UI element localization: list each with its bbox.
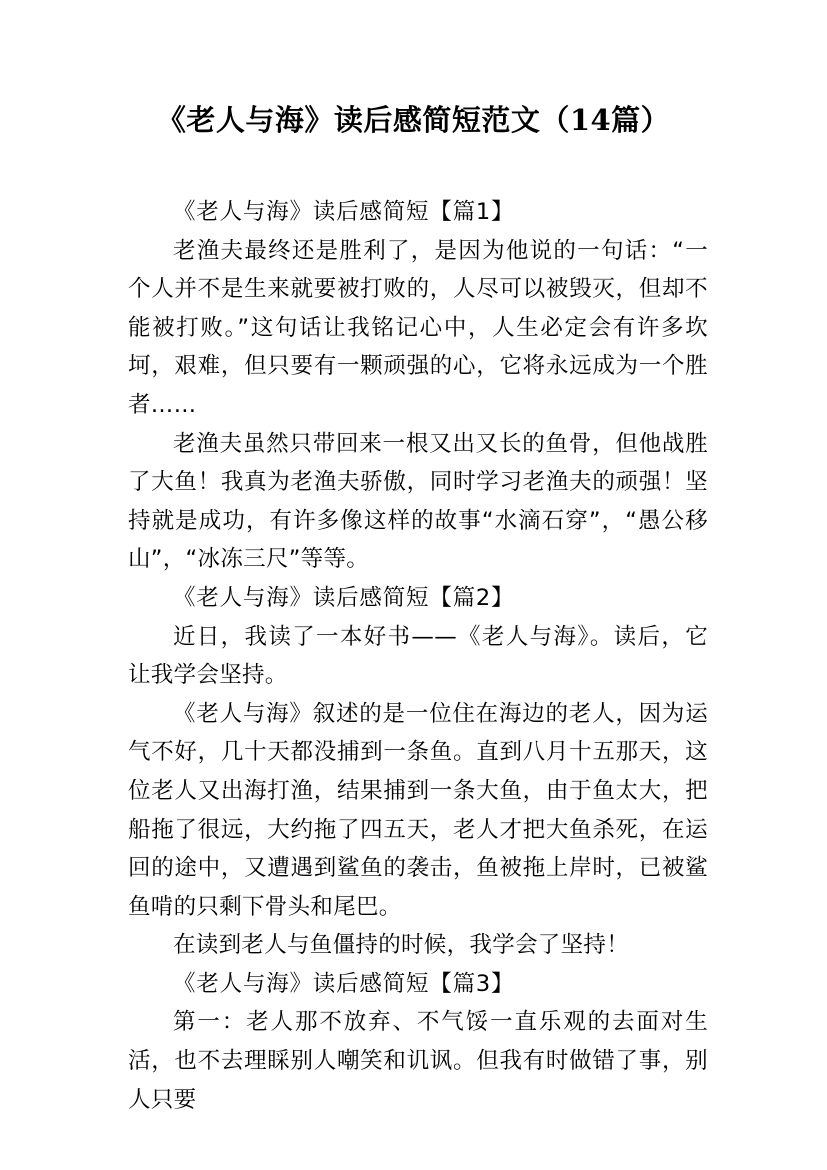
section-1-paragraph-1: 老渔夫最终还是胜利了，是因为他说的一句话：“一个人并不是生来就要被打败的，人尽可以被毁灭，但却不能被打败。”这句话让我铭记心中，人生必定会有许多坎坷，艰难，但只要有一颗顽强的心，它将永远成为一个胜者…… (128, 237, 708, 418)
section-2-paragraph-1: 近日，我读了一本好书——《老人与海》。读后，它让我学会坚持。 (128, 623, 708, 689)
section-2-paragraph-2: 《老人与海》叙述的是一位住在海边的老人，因为运气不好，几十天都没捕到一条鱼。直到八月十五那天，这位老人又出海打渔，结果捕到一条大鱼，由于鱼太大，把船拖了很远，大约拖了四五天，老人才把大鱼杀死，在运回的途中，又遭遇到鲨鱼的袭击，鱼被拖上岸时，已被鲨鱼啃的只剩下骨头和尾巴。 (128, 700, 708, 920)
section-heading-1: 《老人与海》读后感简短【篇1】 (173, 199, 515, 225)
section-heading-2: 《老人与海》读后感简短【篇2】 (173, 584, 515, 611)
section-heading-3: 《老人与海》读后感简短【篇3】 (173, 970, 515, 997)
section-2-paragraph-3: 在读到老人与鱼僵持的时候，我学会了坚持！ (173, 932, 630, 959)
section-3-paragraph-1: 第一：老人那不放弃、不气馁一直乐观的去面对生活，也不去理睬别人嘲笑和讥讽。但我有时做错了事，别人只要 (128, 1009, 708, 1113)
document-title: 《老人与海》读后感简短范文（14篇） (156, 103, 671, 137)
document-body (128, 193, 708, 1119)
section-1-paragraph-2: 老渔夫虽然只带回来一根又出又长的鱼骨，但他战胜了大鱼！我真为老渔夫骄傲，同时学习老渔夫的顽强！坚持就是成功，有许多像这样的故事“水滴石穿”，“愚公移山”，“冰冻三尺”等等。 (128, 430, 708, 573)
